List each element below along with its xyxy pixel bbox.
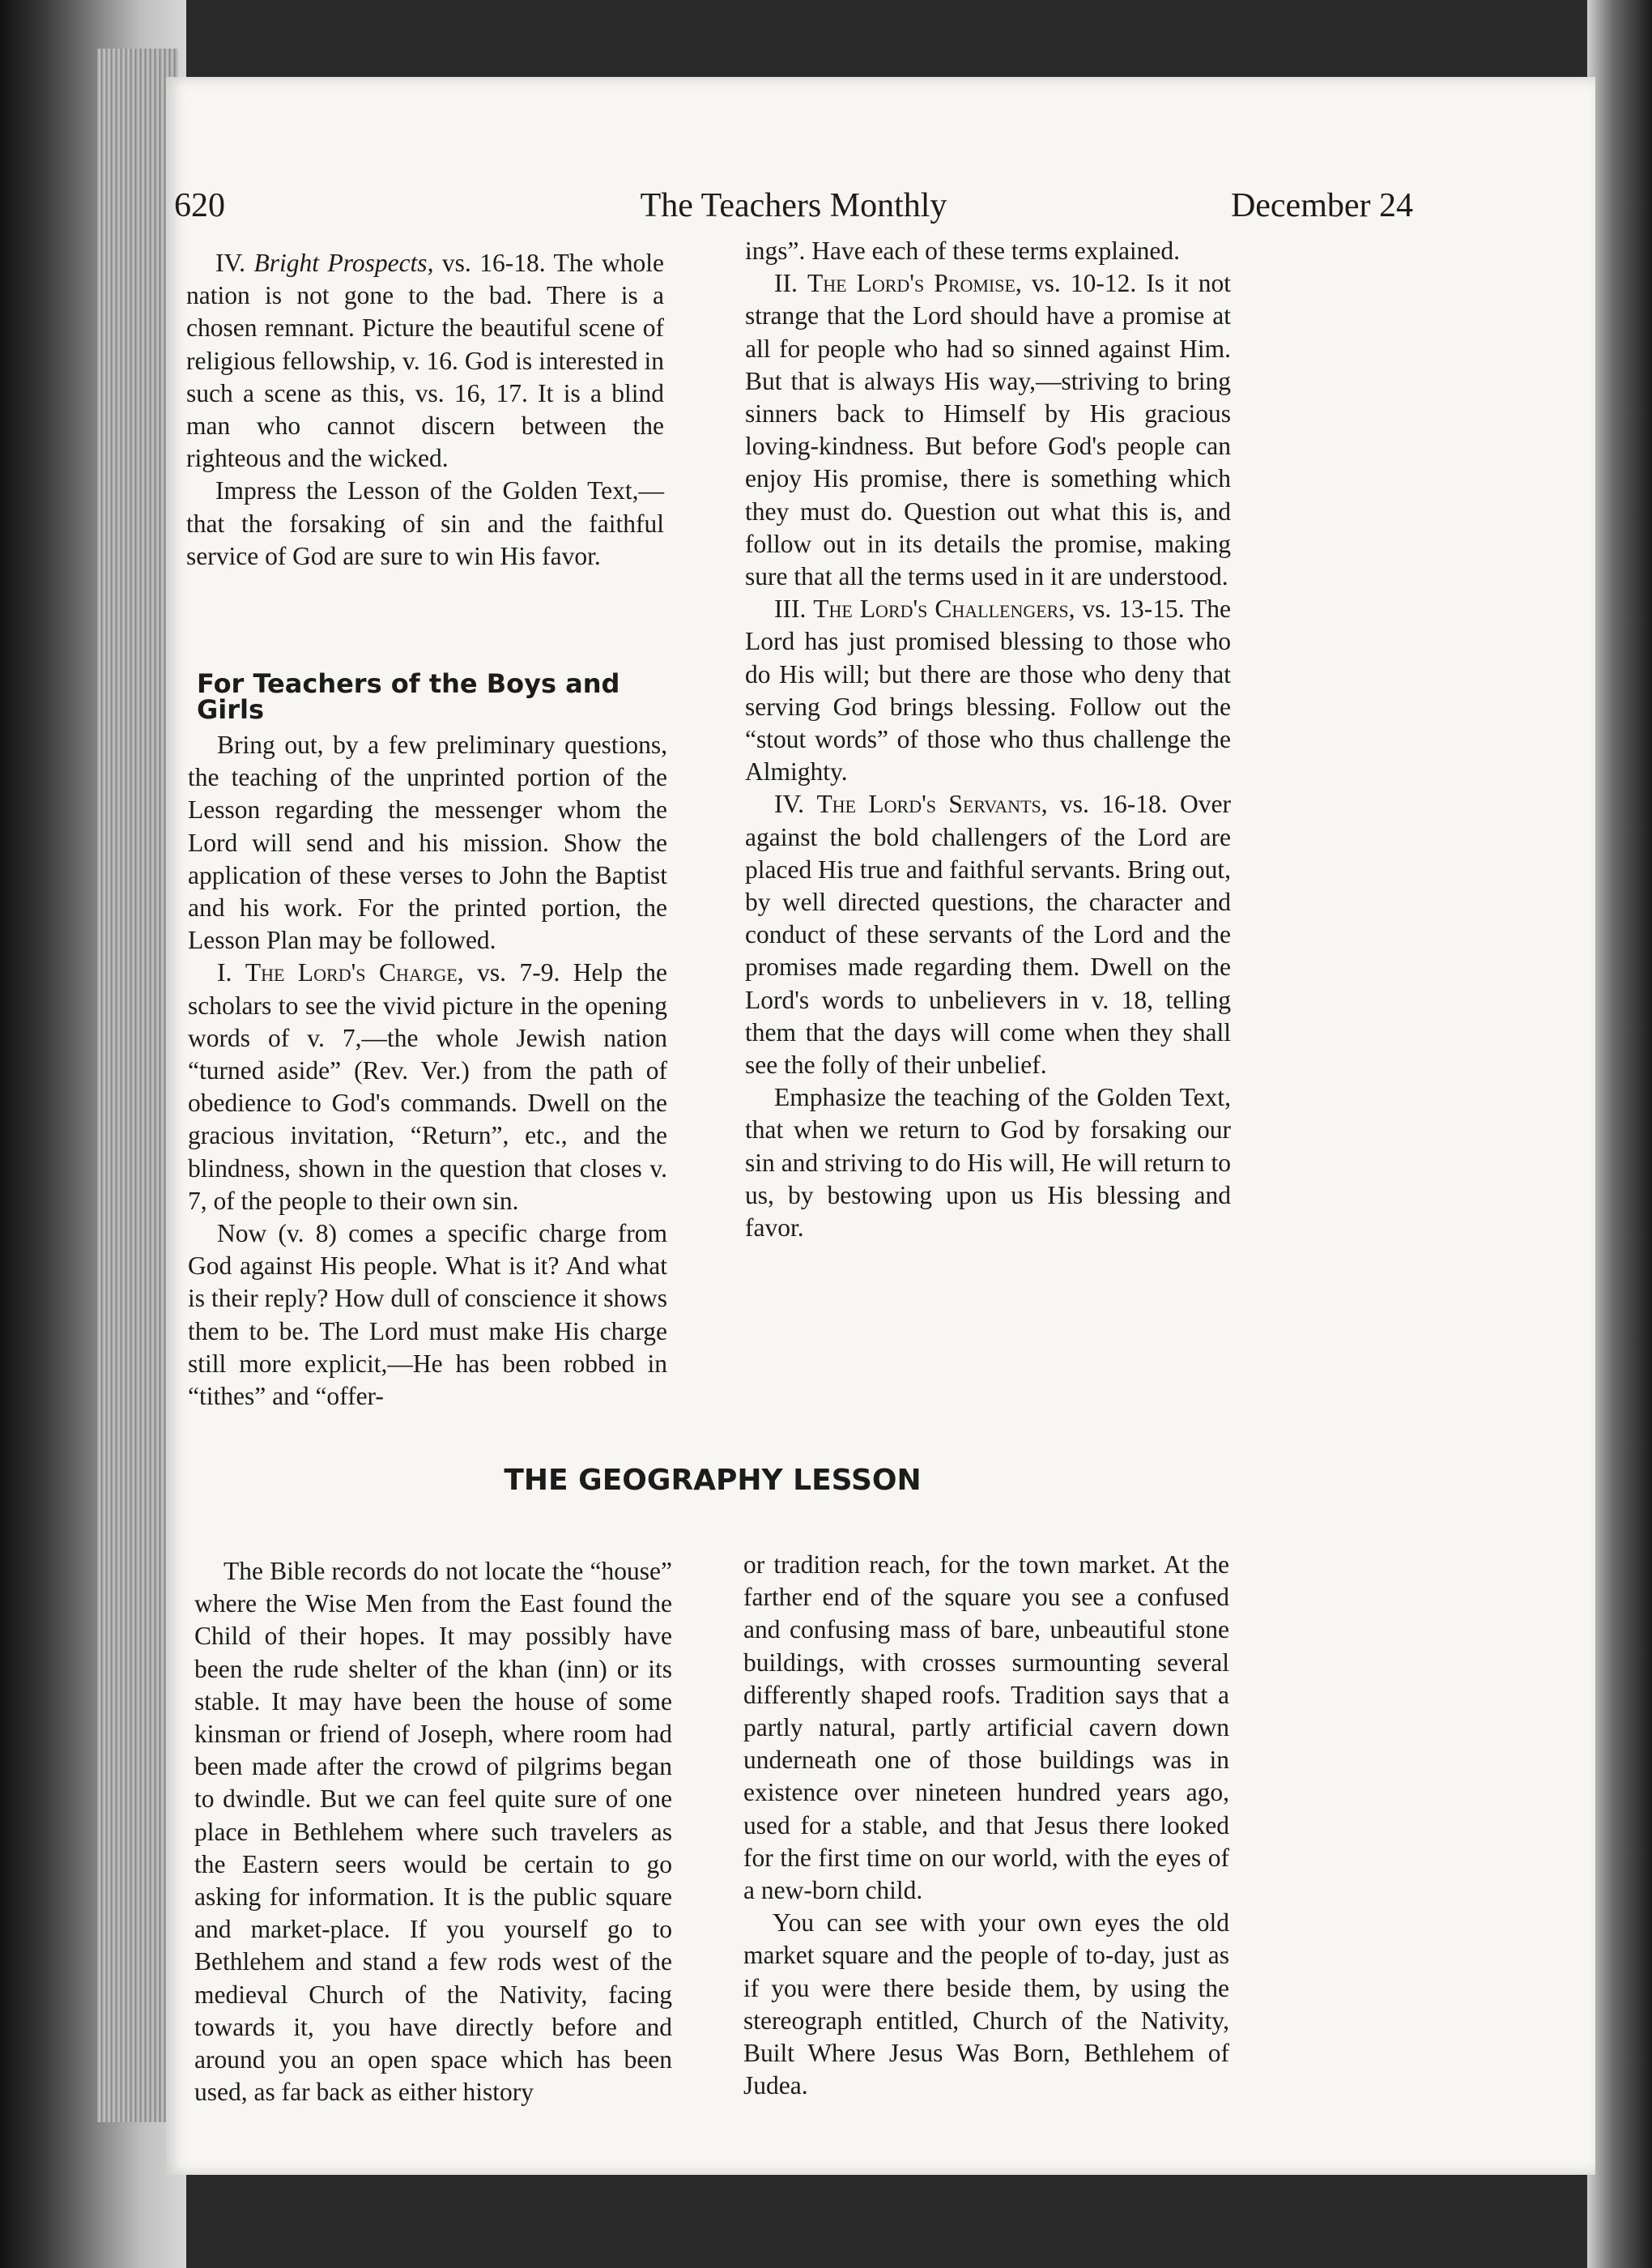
intro-paragraph: Bring out, by a few preliminary questions, the teaching of the unprinted portion of the Lesson regarding the messenger whom the Lord will send and his mission. Show the application of these verses to John the Baptist and his work. For the printed portion, the Lesson Plan may be followed. bbox=[188, 731, 667, 955]
section-title: The Lord's Charge, bbox=[245, 958, 464, 987]
lords-servants-paragraph bbox=[745, 788, 1231, 1081]
paragraph-text: vs. 7-9. Help the scholars to see the vivid picture in the opening words of v. 7,—the whole Jewish nation “turned aside” (Rev. Ver.) from the path of obedience to God's commands. Dwell on the gracious invitation, “Return”, etc., and the blindness, shown in the question that closes v. 7, of the people to their own sin. bbox=[188, 958, 667, 1215]
page-header bbox=[174, 166, 1413, 223]
section-title: The Lord's Servants, bbox=[816, 790, 1048, 819]
section-number: I. bbox=[217, 958, 245, 987]
section-number: III. bbox=[774, 595, 814, 624]
section-title: The Lord's Challengers, bbox=[813, 595, 1075, 624]
right-column-top bbox=[745, 235, 1231, 1244]
right-page-edge bbox=[1587, 0, 1652, 2268]
paragraph-text: vs. 10-12. Is it not strange that the Lord should have a promise at all for people who had so sinned against Him. But that is always His way,—striving to bring sinners back to Himself by His gracious loving-kindness. But before God's people can enjoy His promise, there is something which they must do. Question out what this is, and follow out in its details the promise, making sure that all the terms used in it are understood. bbox=[745, 269, 1231, 591]
lords-promise-paragraph bbox=[745, 267, 1231, 593]
section-title: The Lord's Promise, bbox=[807, 269, 1022, 298]
right-column-bottom bbox=[743, 1549, 1229, 2102]
lords-charge-paragraph bbox=[188, 957, 667, 1217]
stereograph-paragraph: You can see with your own eyes the old market square and the people of to-day, just as if you were there beside them, by using the stereograph entitled, Church of the Nativity, Built Where Jesus Was Born, Bethlehem of Judea. bbox=[743, 1908, 1229, 2100]
lords-challengers-paragraph bbox=[745, 593, 1231, 788]
paragraph-text: vs. 16-18. Over against the bold challengers of the Lord are placed His true and faithful servants. Bring out, by well directed questions, the character and conduct of these servants of the Lord and the promises made regarding them. Dwell on the Lord's words to unbelievers in v. 18, telling them that the days will come when they shall see the folly of their unbelief. bbox=[745, 790, 1231, 1080]
continued-paragraph: ings”. Have each of these terms explained. bbox=[745, 237, 1181, 265]
paragraph-text: vs. 13-15. The Lord has just promised blessing to those who do His will; but there are those who deny that serving God brings blessing. Follow out the “stout words” of those who thus challenge the Almighty. bbox=[745, 595, 1231, 787]
left-column-top bbox=[186, 247, 664, 573]
section-number: II. bbox=[774, 269, 807, 298]
boys-girls-heading: For Teachers of the Boys and Girls bbox=[197, 668, 620, 725]
section-number: IV. bbox=[215, 249, 254, 277]
left-column-middle bbox=[188, 729, 667, 1413]
section-number: IV. bbox=[774, 790, 817, 819]
golden-text-paragraph: Impress the Lesson of the Golden Text,—that the forsaking of sin and the faithful service of God are sure to win His favor. bbox=[186, 476, 664, 570]
section-title: Bright Prospects, bbox=[253, 249, 434, 277]
page-number: 620 bbox=[174, 187, 225, 224]
publication-title: The Teachers Monthly bbox=[640, 187, 947, 224]
emphasize-paragraph: Emphasize the teaching of the Golden Text, that when we return to God by forsaking our sin and striving to do His will, He will return to us, by bestowing upon us His blessing and favor. bbox=[745, 1083, 1231, 1243]
left-column-bottom bbox=[194, 1555, 672, 2108]
geography-paragraph-part2: or tradition reach, for the town market. At the farther end of the square you see a confused and confusing mass of bare, unbeautiful stone buildings, with crosses surmounting several differently shaped roofs. Tradition says that a partly natural, partly artificial cavern down underneath one of those buildings was in existence over nineteen hundred years ago, used for a stable, and that Jesus there looked for the first time on our world, with the eyes of a new-born child. bbox=[743, 1550, 1229, 1905]
bright-prospects-paragraph bbox=[186, 247, 664, 475]
issue-date: December 24 bbox=[1230, 187, 1413, 224]
geography-paragraph-part1: The Bible records do not locate the “house” where the Wise Men from the East found the Child of their hopes. It may possibly have been the rude shelter of the khan (inn) or its stable. It may have been the house of some kinsman or friend of Joseph, where room had been made after the crowd of pilgrims began to dwindle. But we can feel quite sure of one place in Bethlehem where such travelers as the Eastern seers would be certain to go asking for information. It is the public square and market-place. If you yourself go to Bethlehem and stand a few rods west of the medieval Church of the Nativity, facing towards it, you have directly before and around you an open space which has been used, as far back as either history bbox=[194, 1557, 672, 2107]
specific-charge-paragraph: Now (v. 8) comes a specific charge from God against His people. What is it? And what is their reply? How dull of conscience it shows them to be. The Lord must make His charge still more explicit,—He has been robbed in “tithes” and “offer- bbox=[188, 1219, 667, 1411]
paragraph-text: vs. 16-18. The whole nation is not gone to the bad. There is a chosen remnant. Picture the beautiful scene of religious fellowship, v. 16. God is interested in such a scene as this, vs. 16, 17. It is a blind man who cannot discern between the righteous and the wicked. bbox=[186, 249, 664, 473]
geography-heading: THE GEOGRAPHY LESSON bbox=[504, 1464, 922, 1497]
